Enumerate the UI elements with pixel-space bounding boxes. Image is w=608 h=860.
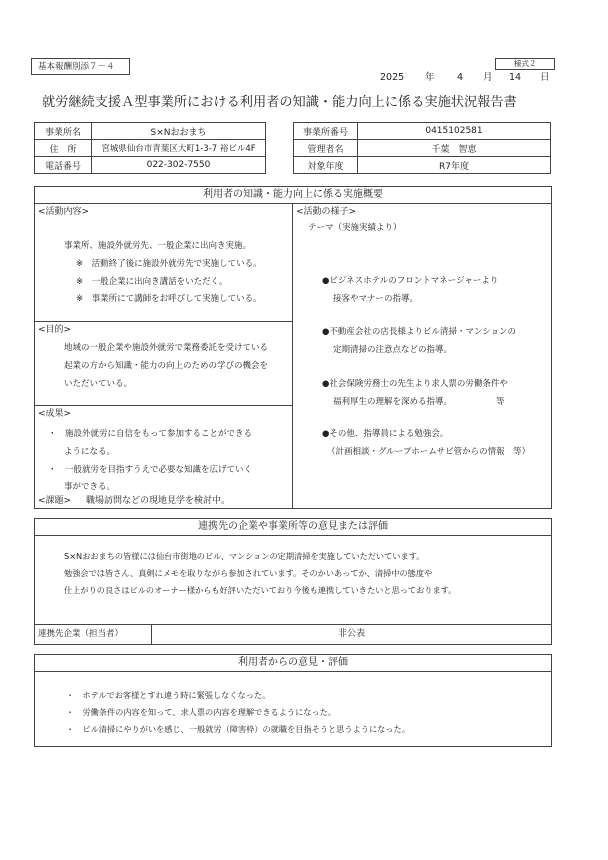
manager-label: 管理者名 bbox=[293, 139, 358, 157]
partner-evaluation-title: 連携先の企業や事業所等の意見または評価 bbox=[198, 521, 388, 532]
user-opinions-title-divider bbox=[34, 671, 552, 672]
activity-state-line: 接客やマナーの指導。 bbox=[333, 294, 419, 304]
address-value: 宮城県仙台市青葉区大町1-3-7 裕ビル4F bbox=[91, 139, 266, 157]
partner-company-divider bbox=[34, 624, 552, 625]
overview-title: 利用者の知識・能力向上に係る実施概要 bbox=[203, 189, 383, 200]
activity-state-theme: テーマ（実施実績より） bbox=[308, 223, 402, 233]
activity-line: 事業所、施設外就労先、一般企業に出向き実施。 bbox=[64, 241, 252, 251]
partner-evaluation-line: 勉強会では皆さん、真剣にメモを取りながら参加されています。そのかいあってか、清掃中の態度や bbox=[64, 568, 433, 578]
partner-company-label: 連携先企業（担当者） bbox=[38, 629, 124, 639]
purpose-line: 地域の一般企業や施設外就労で業務委託を受けている bbox=[64, 343, 269, 353]
activity-state-line: 福利厚生の理解を深める指導。 bbox=[333, 397, 453, 407]
user-opinion-line: ・ 労働条件の内容を知って、求人票の内容を理解できるようになった。 bbox=[66, 707, 337, 717]
address-label: 住 所 bbox=[34, 139, 92, 157]
report-date-year: 2025 bbox=[380, 72, 405, 83]
manager-value: 千葉 智恵 bbox=[357, 139, 551, 157]
activity-state-line: ●不動産会社の店長様よりビル清掃・マンションの bbox=[322, 327, 517, 337]
purpose-divider bbox=[34, 405, 292, 406]
result-line: 事ができる。 bbox=[64, 482, 116, 492]
partner-company-value: 非公表 bbox=[337, 629, 365, 639]
reference-label: 基本報酬別添７－４ bbox=[38, 62, 115, 72]
report-date-month-unit: 月 bbox=[483, 72, 493, 83]
phone-value: 022-302-7550 bbox=[91, 156, 266, 174]
target-year-label: 対象年度 bbox=[293, 156, 358, 174]
partner-title-divider bbox=[34, 535, 552, 536]
document-title: 就労継続支援Ａ型事業所における利用者の知識・能力向上に係る実施状況報告書 bbox=[42, 95, 517, 110]
activity-state-line: ●ビジネスホテルのフロントマネージャーより bbox=[322, 276, 499, 286]
activity-divider bbox=[34, 321, 292, 322]
result-line: ・ 施設外就労に自信をもって参加することができる bbox=[48, 429, 253, 439]
overview-title-divider bbox=[34, 203, 552, 204]
activity-state-line: （計画相談・グループホームサビ管からの情報 等） bbox=[327, 447, 531, 457]
result-line: ・ 一般就労を目指すうえで必要な知識を広げていく bbox=[48, 465, 253, 475]
activity-line: ※ 一般企業に出向き講話をいただく。 bbox=[76, 277, 228, 287]
report-date-month: 4 bbox=[457, 72, 464, 83]
result-line: ようになる。 bbox=[64, 447, 116, 457]
phone-label: 電話番号 bbox=[34, 156, 92, 174]
office-number-label: 事業所番号 bbox=[293, 122, 358, 140]
report-date-day: 14 bbox=[509, 72, 522, 83]
activity-label: <活動内容> bbox=[38, 207, 90, 217]
form-number: 様式２ bbox=[514, 59, 537, 68]
office-name-label: 事業所名 bbox=[34, 122, 92, 140]
activity-line: ※ 事業所にて講師をお呼びして実施している。 bbox=[76, 294, 262, 304]
activity-state-line: ●社会保険労務士の先生より求人票の労働条件や bbox=[322, 379, 508, 389]
result-label: <成果> bbox=[38, 409, 72, 419]
activity-state-line: ●その他、指導員による勉強会。 bbox=[322, 429, 449, 439]
issue-text: 職場訪問などの現地見学を検討中。 bbox=[86, 496, 231, 506]
purpose-line: いただいている。 bbox=[64, 379, 133, 389]
partner-evaluation-line: 仕上がりの良さはビルのオーナー様からも好評いただいており今後も連携していきたいと思っております。 bbox=[64, 585, 457, 595]
office-number-value: 0415102581 bbox=[357, 122, 551, 140]
target-year-value: R7年度 bbox=[357, 156, 551, 174]
partner-evaluation-section bbox=[34, 518, 552, 645]
report-date-day-unit: 日 bbox=[540, 72, 550, 83]
partner-evaluation-line: S×Nおおまちの皆様には仙台市街地のビル、マンションの定期清掃を実施していただいています。 bbox=[64, 551, 425, 561]
report-date-year-unit: 年 bbox=[425, 72, 435, 83]
user-opinion-line: ・ ホテルでお客様とすれ違う時に緊張しなくなった。 bbox=[66, 690, 271, 700]
activity-state-label: <活動の様子> bbox=[296, 207, 357, 217]
issue-label: <課題> bbox=[38, 496, 72, 506]
purpose-label: <目的> bbox=[38, 325, 72, 335]
user-opinions-title: 利用者からの意見・評価 bbox=[238, 657, 348, 668]
office-name-value: S×Nおおまち bbox=[91, 122, 266, 140]
purpose-line: 起業の方から知識・能力の向上のための学びの機会を bbox=[64, 361, 269, 371]
activity-line: ※ 活動終了後に施設外就労先で実施している。 bbox=[76, 259, 262, 269]
activity-state-line: 等 bbox=[496, 397, 505, 407]
overview-column-divider bbox=[292, 203, 293, 509]
activity-state-line: 定期清掃の注意点などの指導。 bbox=[333, 345, 453, 355]
user-opinion-line: ・ ビル清掃にやりがいを感じ、一般就労（障害枠）の就職を目指そうと思うようになった。 bbox=[66, 724, 410, 734]
